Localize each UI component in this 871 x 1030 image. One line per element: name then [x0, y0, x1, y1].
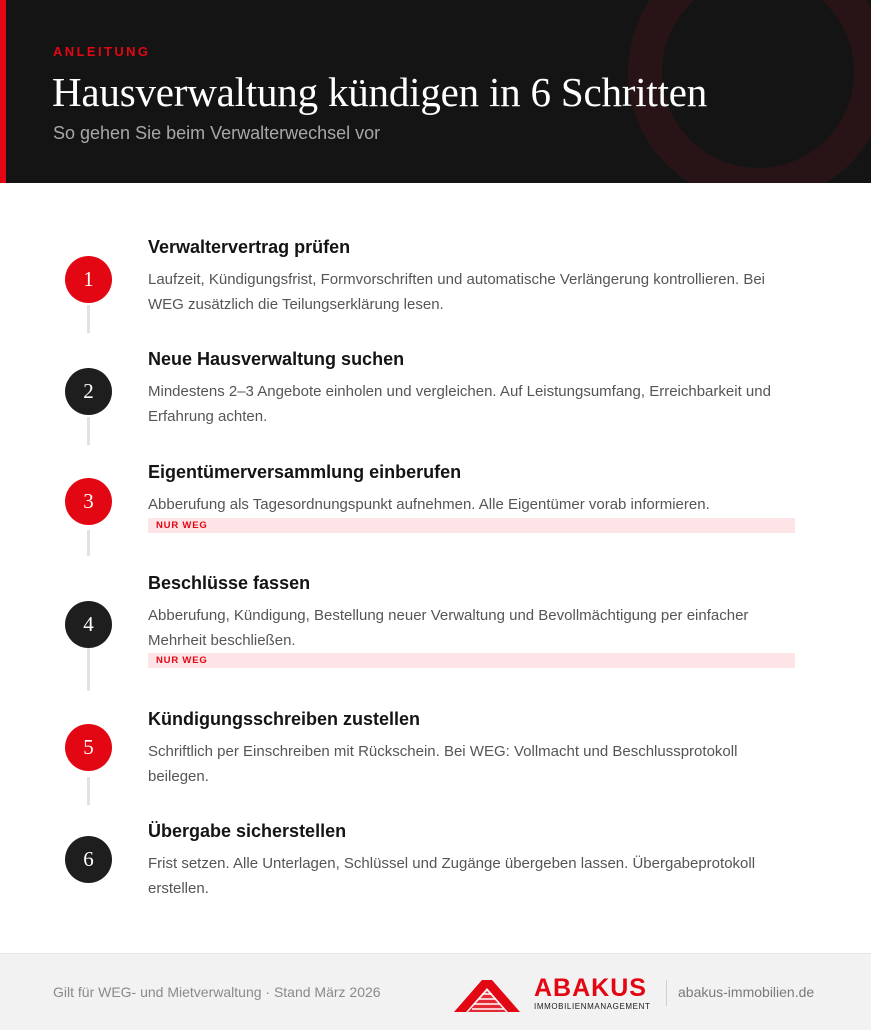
brand-tagline: IMMOBILIENMANAGEMENT [534, 1002, 651, 1011]
step-number-badge: 3 [65, 478, 112, 525]
website-link[interactable]: abakus-immobilien.de [678, 984, 815, 1000]
step-title: Übergabe sicherstellen [148, 821, 347, 841]
footer-note: Gilt für WEG- und Mietverwaltung · Stand März 2026 [53, 984, 381, 1000]
brand-logo[interactable] [454, 974, 659, 1014]
step-connector [87, 417, 90, 445]
accent-bar [0, 0, 6, 183]
step-number-badge: 6 [65, 836, 112, 883]
step-title: Eigentümerversammlung einberufen [148, 462, 462, 482]
step-description: Abberufung, Kündigung, Bestellung neuer Verwaltung und Bevollmächtigung per einfacher Mehrheit beschließen. [148, 607, 749, 649]
step-number-badge: 1 [65, 256, 112, 303]
footer-divider [666, 980, 667, 1006]
step-number-badge: 2 [65, 368, 112, 415]
roof-logo-icon [454, 976, 530, 1012]
step-description: Abberufung als Tagesordnungspunkt aufnehmen. Alle Eigentümer vorab informieren. [148, 496, 710, 513]
overline-label: ANLEITUNG [53, 44, 151, 59]
step-connector [87, 530, 90, 556]
step-connector [87, 305, 90, 333]
step-connector [87, 777, 90, 805]
steps-list [0, 183, 871, 953]
header-banner [0, 0, 871, 183]
page-subtitle: So gehen Sie beim Verwalterwechsel vor [53, 123, 381, 143]
step-description: Schriftlich per Einschreiben mit Rückschein. Bei WEG: Vollmacht und Beschlussprotokoll beilegen. [148, 743, 738, 785]
page-title: Hausverwaltung kündigen in 6 Schritten [52, 69, 708, 115]
footer [0, 953, 871, 1030]
weg-only-tag: NUR WEG [148, 653, 795, 668]
step-description: Mindestens 2–3 Angebote einholen und vergleichen. Auf Leistungsumfang, Erreichbarkeit und Erfahrung achten. [148, 383, 771, 425]
step-description: Laufzeit, Kündigungsfrist, Formvorschriften und automatische Verlängerung kontrollieren. Bei WEG zusätzlich die Teilungserklärung lesen. [148, 271, 765, 313]
step-title: Kündigungsschreiben zustellen [148, 709, 421, 729]
step-title: Verwaltervertrag prüfen [148, 237, 351, 257]
weg-only-tag: NUR WEG [148, 518, 795, 533]
step-number-badge: 5 [65, 724, 112, 771]
step-title: Neue Hausverwaltung suchen [148, 349, 405, 369]
step-connector [87, 648, 90, 691]
step-number-badge: 4 [65, 601, 112, 648]
step-description: Frist setzen. Alle Unterlagen, Schlüssel und Zugänge übergeben lassen. Übergabeprotokoll erstellen. [148, 855, 756, 897]
step-title: Beschlüsse fassen [148, 573, 311, 593]
brand-name: ABAKUS [534, 974, 647, 1002]
